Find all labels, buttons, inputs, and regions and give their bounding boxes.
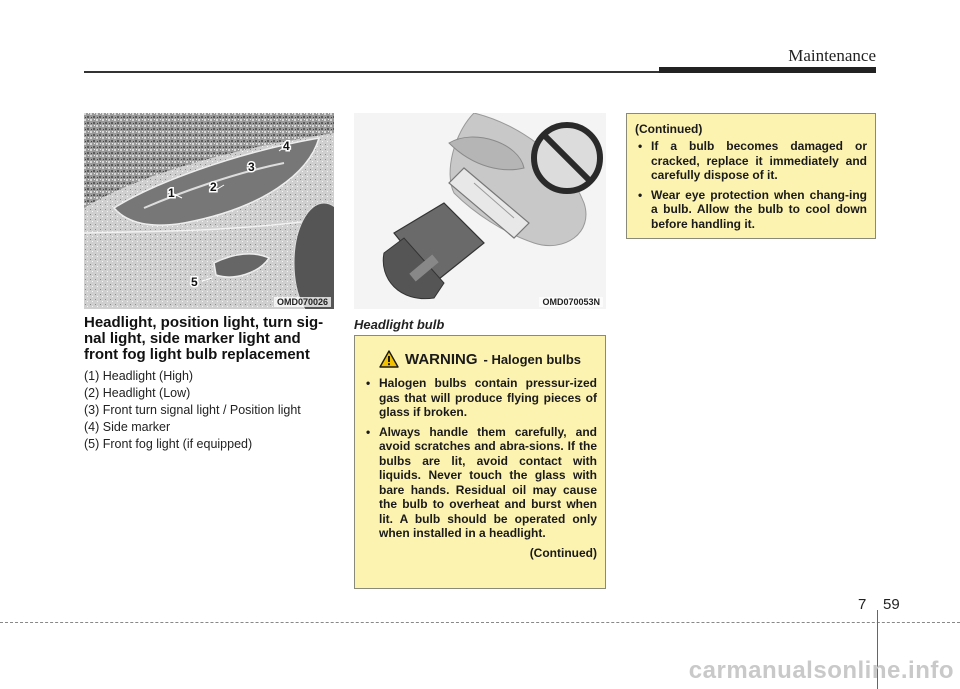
section-title: Maintenance — [788, 46, 876, 65]
procedure-heading: Headlight, position light, turn sig-nal light, side marker light and front fog light bulb replacement — [84, 314, 324, 363]
page-number: 59 — [883, 596, 900, 613]
warning-label: WARNING — [405, 350, 478, 368]
legend-item: (2) Headlight (Low) — [84, 386, 191, 400]
callout-5: 5 — [191, 275, 198, 289]
warning-icon — [379, 350, 399, 368]
photo-code: OMD070026 — [274, 297, 331, 307]
continued-label: (Continued) — [635, 122, 703, 136]
header-rule-accent — [659, 67, 876, 73]
bulb-caption: Headlight bulb — [354, 317, 445, 332]
legend-item: (3) Front turn signal light / Position light — [84, 403, 301, 417]
callout-4: 4 — [283, 139, 290, 153]
callout-3: 3 — [248, 160, 255, 174]
bulb-legend-list — [84, 368, 354, 453]
header-rule — [84, 71, 660, 73]
watermark: carmanualsonline.info — [688, 657, 954, 684]
callout-1: 1 — [168, 186, 175, 200]
warning-header — [363, 350, 597, 368]
legend-item: (1) Headlight (High) — [84, 369, 194, 383]
warning-bullet: • Halogen bulbs contain pressur-ized gas that will produce flying pieces of glass if broken. — [363, 376, 597, 420]
continued-bullets — [635, 139, 867, 231]
warning-continued-box — [626, 113, 876, 239]
bulb-illustration — [354, 113, 606, 309]
warning-bullets — [363, 376, 597, 541]
headlight-photo — [84, 113, 334, 309]
footer-divider — [0, 622, 960, 623]
warning-bullet: • Wear eye protection when chang-ing a bulb. Allow the bulb to cool down before handling it. — [635, 188, 867, 232]
prohibition-icon — [534, 125, 600, 191]
legend-item: (5) Front fog light (if equipped) — [84, 437, 253, 451]
chapter-number: 7 — [858, 596, 867, 613]
legend-item: (4) Side marker — [84, 420, 171, 434]
warning-box — [354, 335, 606, 589]
photo-code: OMD070053N — [539, 297, 603, 307]
warning-subtitle: - Halogen bulbs — [483, 351, 581, 367]
continued-label: (Continued) — [529, 545, 597, 560]
warning-bullet: • Always handle them carefully, and avoid scratches and abra-sions. If the bulbs are lit, avoid contact with liquids. Never touch the glass with bare hands. Residual oil may cause the bulb to overheat and burst when lit. A bulb should be operated only when installed in a headlight. — [363, 425, 597, 541]
callout-2: 2 — [210, 180, 217, 194]
headlight-illustration — [84, 113, 334, 309]
bulb-photo — [354, 113, 606, 309]
warning-bullet: • If a bulb becomes damaged or cracked, replace it immediately and carefully dispose of it. — [635, 139, 867, 183]
